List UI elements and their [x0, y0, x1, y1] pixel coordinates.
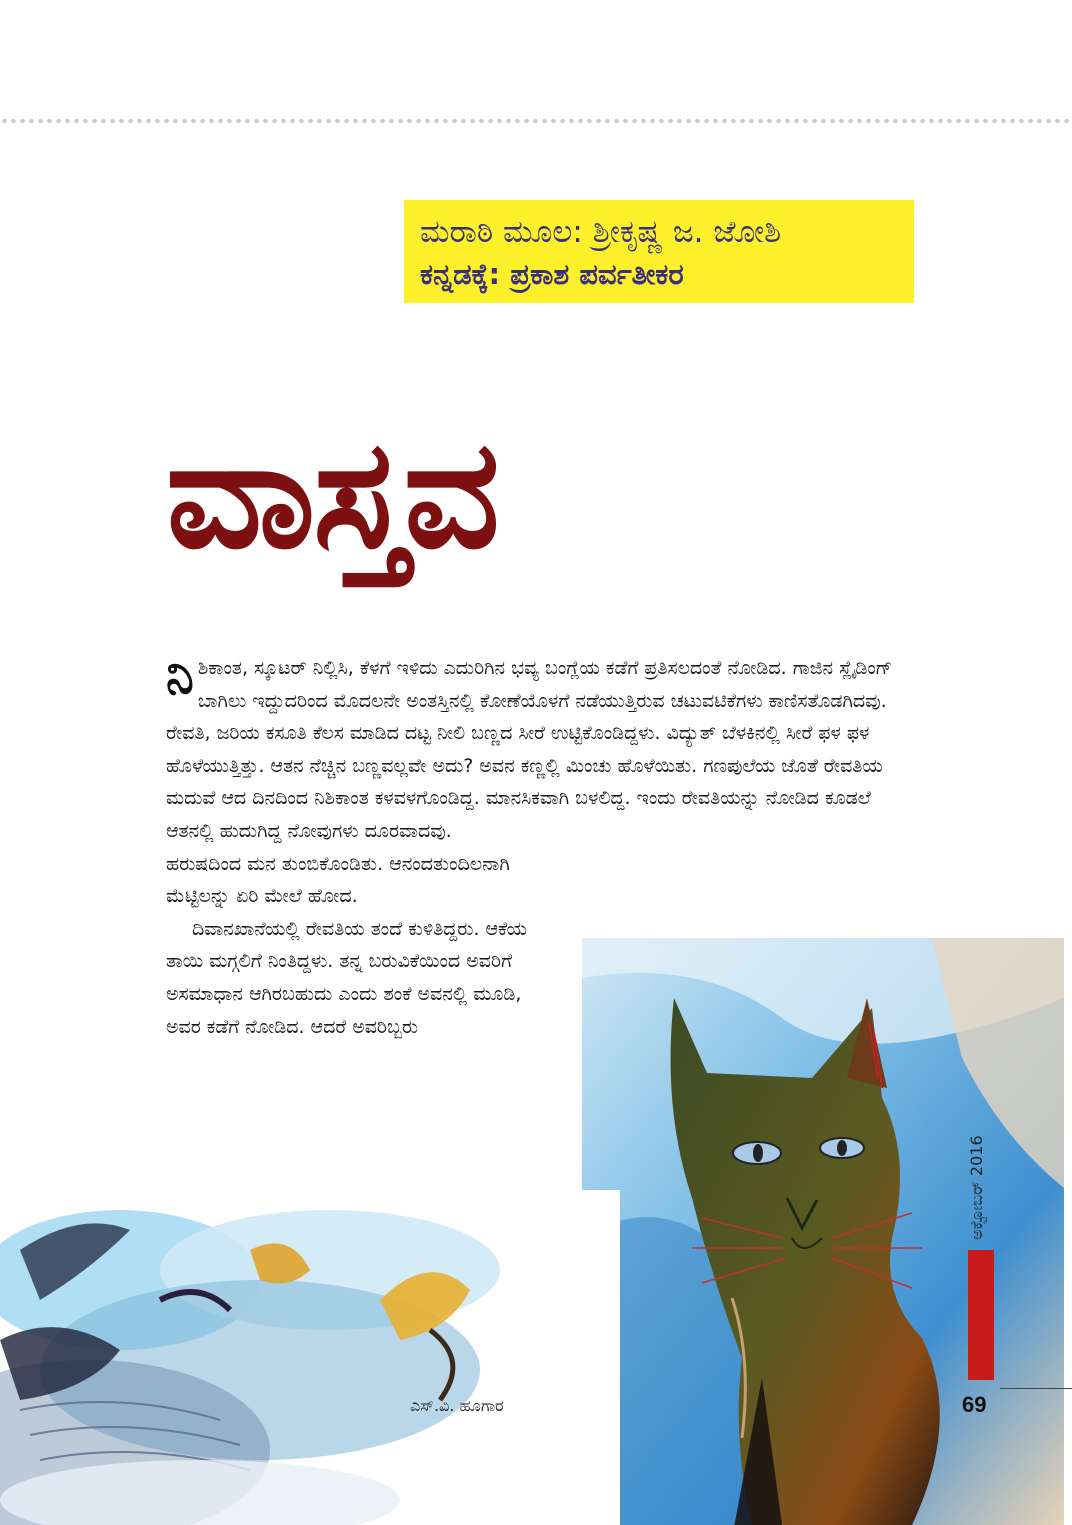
issue-date [960, 1080, 990, 1240]
story-paragraph [166, 647, 916, 848]
story-paragraph-continued: ಹರುಷದಿಂದ ಮನ ತುಂಬಿಕೊಂಡಿತು. ಆನಂದತುಂದಿಲನಾಗಿ ಮೆಟ್ಟಿಲನ್ನು ಏರಿ ಮೇಲೆ ಹೋದ. [166, 852, 510, 908]
story-paragraph-2: ದಿವಾನಖಾನೆಯಲ್ಲಿ ರೇವತಿಯ ತಂದೆ ಕುಳಿತಿದ್ದರು. ಆಕೆಯ ತಾಯಿ ಮಗ್ಗಲಿಗೆ ನಿಂತಿದ್ದಳು. ತನ್ನ ಬರುವಿಕೆಯಿಂದ ಅವರಿಗೆ ಅಸಮಾಧಾನ ಆಗಿರಬಹುದು ಎಂದು ಶಂಕೆ ಅವನಲ್ಲಿ ಮೂಡಿ, ಅವರ ಕಡೆಗೆ ನೋಡಿದ. ಆದರೆ ಅವರಿಬ್ಬರು [166, 917, 528, 1038]
magazine-logo [968, 1250, 994, 1380]
translator-credit-box [404, 200, 914, 303]
translator-credit: ಕನ್ನಡಕ್ಕೆ: ಪ್ರಕಾಶ ಪರ್ವತೀಕರ [420, 257, 684, 291]
illustrator-credit: ಎಸ್.ವಿ. ಹೂಗಾರ [410, 1396, 504, 1415]
dotted-divider [0, 118, 1072, 124]
original-author-credit: ಮರಾಠಿ ಮೂಲ: ಶ್ರೀಕೃಷ್ಣ ಜ. ಜೋಶಿ [420, 214, 782, 250]
story-title: ವಾಸ್ತವ [166, 408, 498, 582]
page-number: 69 [962, 1392, 987, 1417]
paragraph-text: ಶಿಕಾಂತ, ಸ್ಕೂಟರ್ ನಿಲ್ಲಿಸಿ, ಕೆಳಗೆ ಇಳಿದು ಎದುರಿಗಿನ ಭವ್ಯ ಬಂಗ್ಲೆಯ ಕಡೆಗೆ ಪ್ರತಿಸಲದಂತೆ ನೋಡಿದ. ಗಾಜಿನ ಸ್ಲೈಡಿಂಗ್ ಬಾಗಿಲು ಇದ್ದುದರಿಂದ ಮೊದಲನೇ ಅಂತಸ್ತಿನಲ್ಲಿ ಕೋಣೆಯೊಳಗೆ ನಡೆಯುತ್ತಿರುವ ಚಟುವಟಿಕೆಗಳು ಕಾಣಿಸತೊಡಗಿದವು. ರೇವತಿ, ಜರಿಯ ಕಸೂತಿ ಕೆಲಸ ಮಾಡಿದ ದಟ್ಟ ನೀಲಿ ಬಣ್ಣದ ಸೀರೆ ಉಟ್ಟಿಕೊಂಡಿದ್ದಳು. ವಿದ್ಯುತ್ ಬೆಳಕಿನಲ್ಲಿ ಸೀರೆ ಫಳ ಫಳ ಹೊಳೆಯುತ್ತಿತ್ತು. ಆತನ ನೆಚ್ಚಿನ ಬಣ್ಣವಲ್ಲವೇ ಅದು? ಅವನ ಕಣ್ಣಲ್ಲಿ ಮಿಂಚು ಹೊಳೆಯಿತು. ಗಣಪುಲೆಯ ಜೊತೆ ರೇವತಿಯ ಮದುವೆ ಆದ ದಿನದಿಂದ ನಿಶಿಕಾಂತ ಕಳವಳಗೊಂಡಿದ್ದ. ಮಾನಸಿಕವಾಗಿ ಬಳಲಿದ್ದ. ಇಂದು ರೇವತಿಯನ್ನು ನೋಡಿದ ಕೂಡಲೆ ಆತನಲ್ಲಿ ಹುದುಗಿದ್ದ ನೋವುಗಳು ದೂರವಾದವು. [166, 657, 893, 842]
issue-date-text: ಅಕ್ಟೋಬರ್ 2016 [967, 1135, 986, 1240]
watercolor-illustration [0, 1190, 620, 1525]
page-rule [1000, 1388, 1072, 1389]
cat-illustration [582, 938, 1064, 1525]
drop-cap: ನಿ [166, 647, 194, 705]
